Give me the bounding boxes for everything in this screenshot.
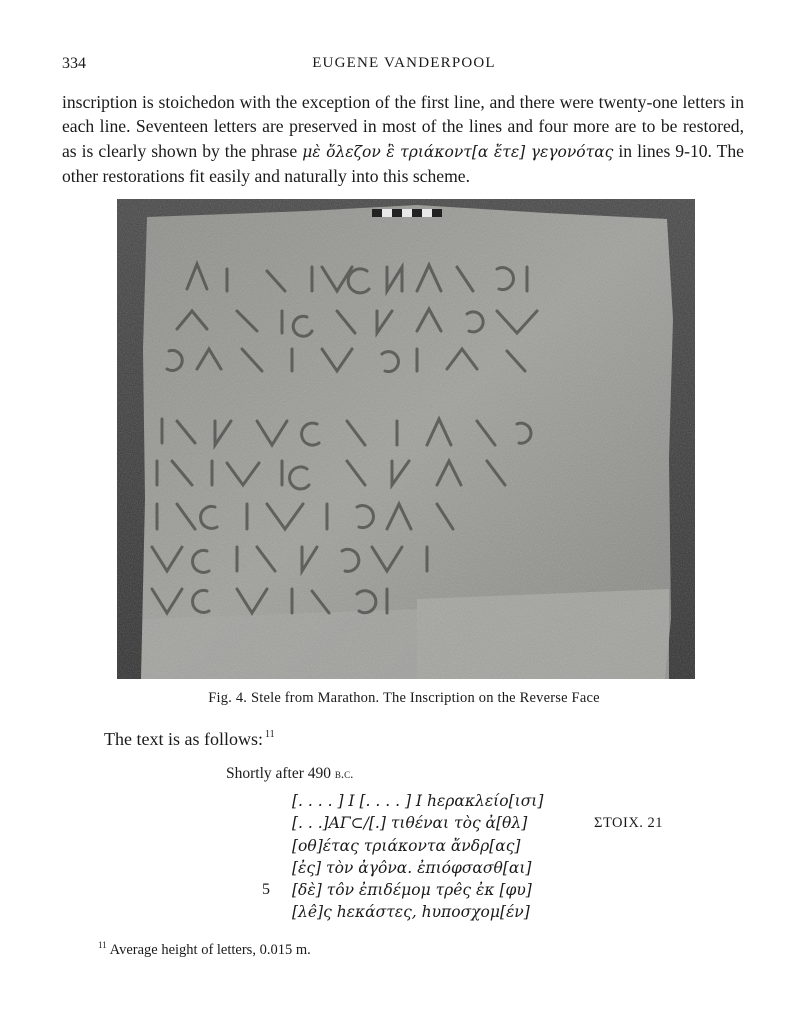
ruler-scale [372, 209, 442, 217]
date-text: Shortly after 490 [226, 765, 335, 782]
paragraph-text-part: in lines 9-10. The other restorations fit easily and naturally into this scheme. [62, 140, 744, 187]
line-number: 5 [262, 881, 270, 899]
date-line [226, 765, 353, 783]
line-text: [λê]ς hεκάστες, hυποσχομ[έν] [292, 903, 530, 922]
footnote [98, 940, 311, 959]
page-number: 334 [62, 55, 86, 72]
footnote-ref: 11 [264, 729, 275, 740]
inscription-line [226, 790, 746, 812]
text-intro [104, 729, 275, 750]
inscription-line [226, 835, 746, 857]
line-text: [. . .]ΑΓ⊂/[.] τιθέναι τὸς ἀ[θλ] [292, 814, 528, 833]
running-head: EUGENE VANDERPOOL [312, 55, 496, 71]
inscription-line [226, 857, 746, 879]
paragraph-text [62, 90, 744, 189]
body-paragraph [62, 90, 744, 189]
inscription-text [226, 790, 746, 924]
line-text: [. . . . ] Ι [. . . . ] Ι hερακλείο[ισι] [292, 792, 544, 810]
figure-caption: Fig. 4. Stele from Marathon. The Inscription on the Reverse Face [208, 690, 600, 706]
footnote-number: 11 [98, 940, 107, 950]
paragraph-text-part: inscription is stoichedon with the exception of the first line, and there were twenty-one letters in each line. Seventeen letters are preserved in most of the lines and four more are to be restored, as is clearly shown by the phrase [62, 92, 744, 161]
stele-image [117, 199, 695, 679]
line-text: [δὲ] τôν ἐπιδέμομ τρêς ἐκ [φυ] [292, 881, 532, 900]
line-text: [οθ]έτας τριάκοντα ἄνδρ[ας] [292, 836, 521, 855]
footnote-text: Average height of letters, 0.015 m. [109, 942, 311, 958]
era-label: b.c. [334, 766, 354, 781]
stoichedon-label: ΣTOIX. 21 [594, 815, 664, 832]
inscription-line [226, 879, 746, 901]
inscription-line [226, 901, 746, 923]
text-intro-label: The text is as follows: [104, 729, 263, 749]
greek-phrase: μὲ ὄλεζον ἒ τριάκοντ[α ἔτε] γεγονότας [302, 142, 614, 161]
stele-photograph [117, 199, 695, 679]
line-text: [ἐς] τὸν ἀγôνα. ἐπιόφσασθ[αι] [292, 858, 532, 877]
inscription-line [226, 812, 746, 834]
